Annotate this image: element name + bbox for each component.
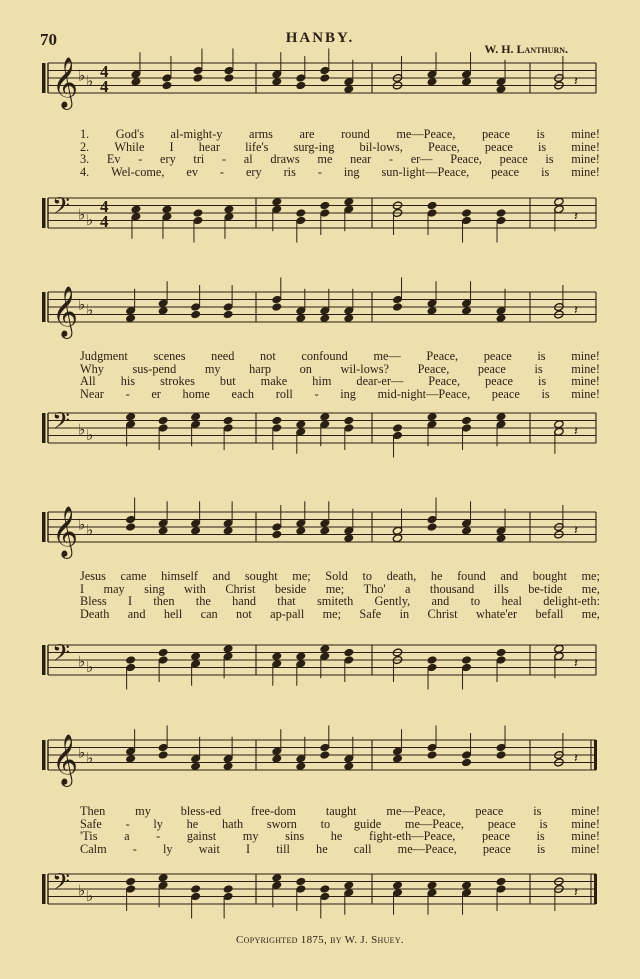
rest-icon: 𝄽 (574, 523, 578, 539)
rest-icon: 𝄽 (574, 74, 578, 90)
lyric-word: ap-pall (270, 606, 305, 621)
lyric-word: Gently, (374, 594, 411, 609)
lyric-word: then (153, 594, 175, 609)
lyric-word: mine! (571, 349, 600, 363)
lyric-word: and (431, 594, 450, 609)
lyric-word: me—Peace, (404, 816, 464, 831)
lyric-word: me—Peace, (396, 127, 456, 141)
lyric-word: Death (80, 606, 110, 621)
treble-clef-icon: 𝄞 (52, 506, 79, 557)
lyric-word: smiteth (317, 594, 354, 609)
copyright-notice: Copyrighted 1875, by W. J. Shuey. (235, 934, 404, 946)
lyric-word: sing (144, 581, 165, 596)
lyric-word: him (312, 374, 332, 389)
lyric-word: God's (115, 127, 144, 141)
time-signature: 4 (100, 77, 109, 96)
lyric-word: Calm (80, 841, 107, 856)
lyric-word: me— (373, 349, 401, 363)
lyric-word: Why (80, 361, 104, 376)
lyric-word: arms (249, 127, 273, 141)
lyric-word: peace (485, 374, 514, 389)
lyric-word: mine! (571, 804, 600, 818)
lyric-word: taught (325, 804, 357, 818)
bass-clef-icon: 𝄢 (52, 639, 71, 672)
lyric-word: his (120, 374, 136, 389)
note-head (496, 877, 506, 886)
lyric-word: I (169, 139, 174, 154)
lyric-word: call (353, 841, 372, 856)
lyric-word: heal (501, 594, 522, 609)
note-head (344, 881, 354, 890)
flat-icon: ♭ (86, 72, 94, 91)
lyric-word: can (200, 606, 218, 621)
lyric-word: ery (245, 164, 262, 179)
lyric-word: draws (270, 152, 300, 167)
rest-icon: 𝄽 (574, 303, 578, 319)
lyric-word: round (341, 127, 370, 141)
lyric-word: came (120, 569, 147, 583)
lyric-word: is (541, 386, 550, 401)
lyric-word: ly (153, 816, 163, 831)
lyric-word: guide (353, 816, 382, 831)
note-head (461, 881, 471, 890)
lyric-word: hell (163, 606, 183, 621)
lyric-word: mine! (571, 139, 600, 154)
lyric-word: While (114, 139, 145, 154)
lyric-word: me; (292, 569, 311, 583)
flat-icon: ♭ (86, 301, 94, 320)
lyric-word: and (500, 569, 519, 583)
lyric-word: delight-eth: (543, 594, 600, 609)
lyric-word: bought (532, 569, 567, 583)
note-head (190, 884, 200, 893)
treble-clef-icon: 𝄞 (52, 57, 79, 108)
lyric-word: Safe (359, 606, 382, 621)
lyric-word: beside (274, 581, 307, 596)
lyric-word: me—Peace, (386, 804, 446, 818)
flat-icon: ♭ (86, 521, 94, 540)
lyric-word: is (537, 139, 547, 154)
lyric-word: life's (245, 139, 269, 154)
rest-icon: 𝄽 (574, 209, 578, 225)
lyric-word: Wel-come, (111, 164, 165, 179)
lyric-word: need (211, 349, 235, 363)
lyric-word: a (405, 581, 411, 596)
rest-icon: 𝄽 (574, 656, 578, 672)
lyric-word: harp (249, 361, 271, 376)
lyric-word: strokes (160, 374, 195, 389)
time-signature: 4 (100, 197, 109, 216)
lyric-word: Tho' (363, 581, 386, 596)
system-bracket (42, 874, 46, 904)
lyric-word: 4. (80, 164, 90, 179)
lyric-word: peace (487, 816, 516, 831)
lyric-word: sun-light—Peace, (381, 164, 470, 179)
lyric-word: free-dom (250, 804, 296, 818)
lyric-word: is (538, 374, 547, 389)
lyric-word: may (103, 581, 125, 596)
rest-icon: 𝄽 (574, 751, 578, 767)
lyric-word: is (536, 841, 546, 856)
lyric-word: - (125, 816, 130, 831)
lyric-word: mine! (571, 164, 600, 179)
bass-clef-icon: 𝄢 (52, 192, 71, 225)
lyric-word: to (362, 569, 373, 583)
lyric-word: bless-ed (180, 804, 222, 818)
lyric-word: fight-eth—Peace, (368, 829, 456, 844)
lyric-word: the (195, 594, 211, 609)
note-head (158, 873, 168, 882)
lyric-word: Sold (325, 569, 348, 583)
flat-icon: ♭ (78, 881, 86, 900)
lyric-word: he (316, 841, 328, 856)
lyric-word: a (124, 829, 130, 844)
lyric-word: he (430, 569, 443, 583)
lyric-word: Jesus (80, 569, 106, 583)
lyric-word: peace (481, 127, 510, 141)
lyric-word: All (80, 374, 96, 389)
note-head (296, 877, 306, 886)
lyric-word: to (320, 816, 331, 831)
lyric-word: whate'er (475, 606, 518, 621)
lyric-word: 3. (80, 152, 90, 167)
lyric-word: ing (340, 386, 356, 401)
rest-icon: 𝄽 (574, 424, 578, 440)
flat-icon: ♭ (78, 652, 86, 671)
lyric-word: roll (275, 386, 293, 401)
lyric-word: al-might-y (170, 127, 223, 141)
lyric-word: peace (475, 804, 504, 818)
lyric-word: peace (477, 361, 506, 376)
lyric-word: Near (80, 386, 104, 401)
lyric-word: Christ (225, 581, 256, 596)
lyric-word: thousand (429, 581, 475, 596)
lyric-word: gainst (186, 829, 217, 844)
lyric-word: mine! (571, 127, 600, 141)
lyric-word: mine! (571, 152, 600, 167)
lyric-word: in (399, 606, 410, 621)
lyric-word: and (212, 569, 231, 583)
tune-name: HANBY. (285, 30, 355, 46)
lyric-word: Safe (80, 816, 102, 831)
lyric-word: till (276, 841, 290, 856)
note-head (272, 873, 282, 882)
lyric-word: bil-lows, (359, 139, 403, 154)
lyric-word: Peace, (450, 152, 482, 167)
treble-clef-icon: 𝄞 (52, 734, 79, 785)
lyric-word: peace (484, 139, 513, 154)
lyric-word: is (537, 349, 546, 363)
lyric-word: 'Tis (80, 829, 98, 844)
lyric-word: - (132, 841, 137, 856)
final-bar (594, 874, 597, 904)
lyric-word: wil-lows? (340, 361, 389, 376)
lyric-word: - (388, 152, 394, 167)
flat-icon: ♭ (78, 420, 86, 439)
lyric-word: home (182, 386, 210, 401)
lyric-word: mine! (571, 361, 600, 376)
lyric-word: Bless (80, 594, 107, 609)
lyric-word: not (260, 349, 276, 363)
lyric-word: peace (499, 152, 528, 167)
flat-icon: ♭ (78, 205, 86, 224)
lyric-word: himself (161, 569, 198, 583)
flat-icon: ♭ (86, 425, 94, 444)
lyric-word: Peace, (428, 374, 461, 389)
lyric-word: - (125, 386, 130, 401)
note-head (125, 877, 135, 886)
lyric-word: wait (198, 841, 220, 856)
lyric-word: hath (221, 816, 244, 831)
lyric-word: mine! (571, 386, 600, 401)
lyric-word: Peace, (417, 361, 450, 376)
lyric-word: - (156, 829, 161, 844)
page-number: 70 (40, 30, 57, 49)
lyric-word: is (534, 361, 543, 376)
flat-icon: ♭ (78, 515, 86, 534)
lyric-word: are (299, 127, 315, 141)
lyric-word: my (204, 361, 221, 376)
lyric-word: - (314, 386, 319, 401)
lyric-word: I (127, 594, 133, 609)
lyric-word: me; (322, 606, 342, 621)
lyric-word: sins (285, 829, 305, 844)
lyric-word: and (127, 606, 146, 621)
lyric-word: me, (581, 581, 600, 596)
lyric-word: ly (163, 841, 173, 856)
lyric-word: I (80, 581, 85, 596)
flat-icon: ♭ (86, 749, 94, 768)
lyric-word: on (299, 361, 312, 376)
lyric-word: 1. (80, 127, 90, 141)
lyric-word: me—Peace, (397, 841, 457, 856)
lyric-word: tri (193, 152, 205, 167)
lyric-word: me, (581, 606, 600, 621)
lyric-word: - (138, 152, 143, 167)
flat-icon: ♭ (78, 295, 86, 314)
lyric-word: is (536, 829, 545, 844)
lyric-word: Peace, (427, 139, 460, 154)
lyric-word: Ev (106, 152, 121, 167)
lyric-word: not (236, 606, 252, 621)
lyric-word: hand (232, 594, 256, 609)
note-head (392, 881, 402, 890)
lyric-word: is (539, 816, 548, 831)
lyric-word: me (317, 152, 333, 167)
lyric-word: surg-ing (293, 139, 335, 154)
lyric-word: ris (283, 164, 296, 179)
flat-icon: ♭ (86, 657, 94, 676)
lyric-word: mine! (571, 841, 600, 856)
lyric-word: be-tide (528, 581, 563, 596)
time-signature: 4 (100, 62, 109, 81)
lyric-word: Christ (427, 606, 458, 621)
lyric-word: he (330, 829, 343, 844)
lyric-word: he (186, 816, 199, 831)
lyric-word: al (243, 152, 253, 167)
lyric-word: sworn (266, 816, 297, 831)
lyric-word: scenes (153, 349, 186, 363)
lyric-word: each (231, 386, 255, 401)
composer-credit: W. H. Lanthurn. (484, 42, 568, 56)
lyric-word: my (135, 804, 151, 818)
lyric-word: - (219, 164, 225, 179)
note-head (427, 881, 437, 890)
lyric-word: is (545, 152, 554, 167)
lyric-word: dear-er— (356, 374, 404, 389)
lyric-word: er— (410, 152, 433, 167)
lyric-word: ery (160, 152, 176, 167)
lyric-word: hear (198, 139, 220, 154)
lyric-word: Peace, (426, 349, 459, 363)
lyric-word: peace (491, 164, 520, 179)
lyric-word: mine! (571, 374, 600, 389)
lyric-word: - (317, 164, 322, 179)
lyric-word: peace (482, 841, 511, 856)
lyric-word: me; (325, 581, 345, 596)
lyric-word: mine! (571, 829, 600, 844)
lyric-word: but (219, 374, 236, 389)
flat-icon: ♭ (78, 743, 86, 762)
lyric-word: confound (301, 349, 348, 363)
lyric-word: peace (481, 829, 510, 844)
lyric-word: peace (491, 386, 520, 401)
lyric-word: sus-pend (132, 361, 177, 376)
lyric-word: me; (581, 569, 600, 583)
lyric-word: befall (535, 606, 564, 621)
lyric-word: - (222, 152, 227, 167)
lyric-word: sought (244, 569, 278, 583)
lyric-word: that (277, 594, 296, 609)
lyric-word: ev (186, 164, 198, 179)
lyric-word: with (184, 581, 206, 596)
lyric-word: mid-night—Peace, (377, 386, 471, 401)
lyric-word: is (533, 804, 542, 818)
flat-icon: ♭ (78, 66, 86, 85)
lyric-word: 2. (80, 139, 90, 154)
lyric-word: ing (343, 164, 360, 179)
lyric-word: I (246, 841, 251, 856)
lyric-word: death, (386, 569, 417, 583)
lyric-word: is (536, 127, 545, 141)
lyric-word: found (457, 569, 486, 583)
lyric-word: make (260, 374, 288, 389)
bass-clef-icon: 𝄢 (52, 407, 71, 440)
note-head (223, 884, 233, 893)
note-head (320, 884, 330, 893)
lyric-word: er (151, 386, 161, 401)
treble-clef-icon: 𝄞 (52, 286, 79, 337)
lyric-word: ills (493, 581, 509, 596)
rest-icon: 𝄽 (574, 885, 578, 901)
lyric-word: near (350, 152, 372, 167)
flat-icon: ♭ (86, 886, 94, 905)
lyric-word: mine! (571, 816, 600, 831)
time-signature: 4 (100, 212, 109, 231)
flat-icon: ♭ (86, 210, 94, 229)
bass-clef-icon: 𝄢 (52, 868, 71, 901)
lyric-word: to (470, 594, 481, 609)
lyric-word: my (242, 829, 259, 844)
lyric-word: Judgment (80, 349, 128, 363)
lyric-word: is (541, 164, 550, 179)
lyric-word: peace (483, 349, 512, 363)
lyric-word: Then (80, 804, 106, 818)
